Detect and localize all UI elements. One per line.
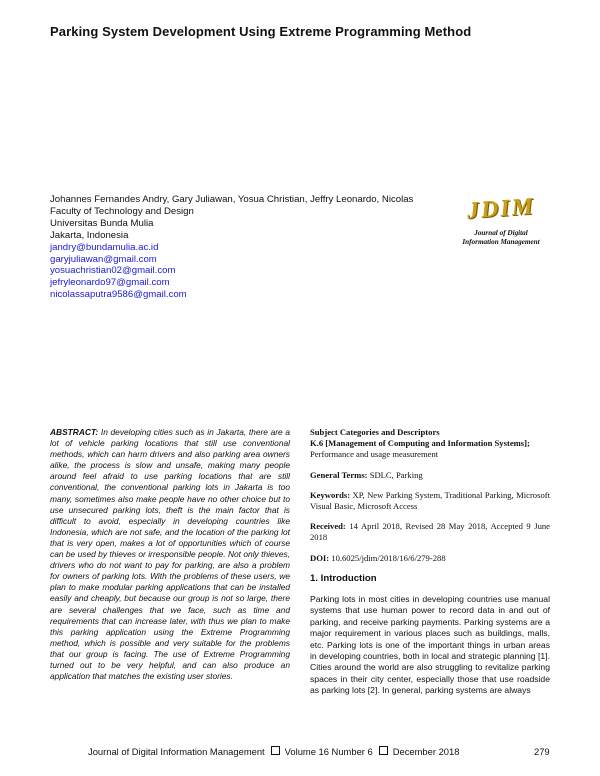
footer-volume: Volume 16 Number 6 xyxy=(284,746,373,757)
received-dates xyxy=(310,521,550,543)
abstract-label: ABSTRACT: xyxy=(50,427,99,437)
general-terms-value: SDLC, Parking xyxy=(369,469,423,480)
abstract xyxy=(50,427,290,682)
logo-caption-line: Journal of Digital xyxy=(474,229,528,237)
author-email[interactable]: jefryleonardo97@gmail.com xyxy=(50,277,170,289)
square-bullet-icon xyxy=(379,746,388,755)
author-location: Jakarta, Indonesia xyxy=(50,229,129,241)
doi xyxy=(310,553,550,564)
subject-categories xyxy=(310,427,550,461)
author-university: Universitas Bunda Mulia xyxy=(50,217,154,229)
received-value: 14 April 2018, Revised 28 May 2018, Accepted 9 June 2018 xyxy=(310,521,550,543)
subject-category: K.6 [Management of Computing and Information Systems]; xyxy=(310,438,530,449)
paper-title: Parking System Development Using Extreme Programming Method xyxy=(50,24,472,39)
general-terms-label: General Terms: xyxy=(310,469,368,480)
keywords xyxy=(310,490,550,512)
introduction-text: Parking lots in most cities in developing countries use manual systems that use human power to record data in and out of parking, and receive parking payments. Parking systems are a major requirement in various places such as buildings, malls, etc. Parking lots is one of the important things in urban areas in developing countries, both in local and strategic planning [1]. Cities around the world are also struggling to revitalize parking spaces in their city center, especially those that use roadside as parking lots [2]. In general, parking systems are always xyxy=(310,594,550,696)
received-label: Received: xyxy=(310,521,346,532)
abstract-text: In developing cities such as in Jakarta, there are a lot of vehicle parking locations that still use conventional methods, which can harm drivers and also parking area owners alike, the process is slow and unsafe, making many people around feel afraid to use parking locations that are still conventional, the conventional parking lots in Jakarta is too many, sometimes also make people have no other choice but to use unsecured parking lots, theft is the main factor that is difficult to avoid, especially in developing countries like Indonesia, which are not safe, and the location of the parking lot that is very open, makes a lot of opportunities which of course can be used by thieves or irresponsible people. Not only thieves, drivers who do not want to pay for parking, are also a problem for owners of parking lots. With the problems of these users, we plan to make modular parking applications that can be installed easily and cheaply, but because our group is not so large, there are several challenges that we face, such as time and requirements that can increase later, with thus we plan to make this parking application using the Extreme Programming method, which is possible and very suitable for the problems that our group is facing. The use of Extreme Programming turned out to be very helpful, and can also produce an application that matches the existing user stories. xyxy=(50,427,291,682)
introduction-heading: 1. Introduction xyxy=(310,572,377,584)
author-email[interactable]: nicolassaputra9586@gmail.com xyxy=(50,289,187,301)
author-email[interactable]: garyjuliawan@gmail.com xyxy=(50,253,157,265)
author-faculty: Faculty of Technology and Design xyxy=(50,205,194,217)
doi-label: DOI: xyxy=(310,552,330,563)
journal-logo xyxy=(448,193,554,247)
general-terms xyxy=(310,470,550,481)
author-email[interactable]: jandry@bundamulia.ac.id xyxy=(50,241,159,253)
author-names: Johannes Fernandes Andry, Gary Juliawan, Yosua Christian, Jeffry Leonardo, Nicolas xyxy=(50,194,414,205)
subject-descriptor: Performance and usage measurement xyxy=(310,449,439,460)
journal-logo-caption xyxy=(448,229,554,247)
keywords-value: XP, New Parking System, Traditional Parking, Microsoft Visual Basic, Microsoft Access xyxy=(310,489,550,512)
footer-journal: Journal of Digital Information Management xyxy=(88,746,265,757)
right-column xyxy=(310,427,550,697)
journal-logo-mark: JDIM xyxy=(466,193,536,225)
keywords-label: Keywords: xyxy=(310,489,351,500)
footer-citation xyxy=(88,746,459,757)
doi-value[interactable]: 10.6025/jdim/2018/16/6/279-288 xyxy=(331,552,446,563)
logo-caption-line: Information Management xyxy=(462,238,540,246)
subject-heading: Subject Categories and Descriptors xyxy=(310,427,440,437)
author-block xyxy=(50,194,413,301)
footer-date: December 2018 xyxy=(392,746,460,757)
square-bullet-icon xyxy=(271,746,280,755)
page-number: 279 xyxy=(534,746,550,757)
author-email[interactable]: yosuachristian02@gmail.com xyxy=(50,265,176,277)
